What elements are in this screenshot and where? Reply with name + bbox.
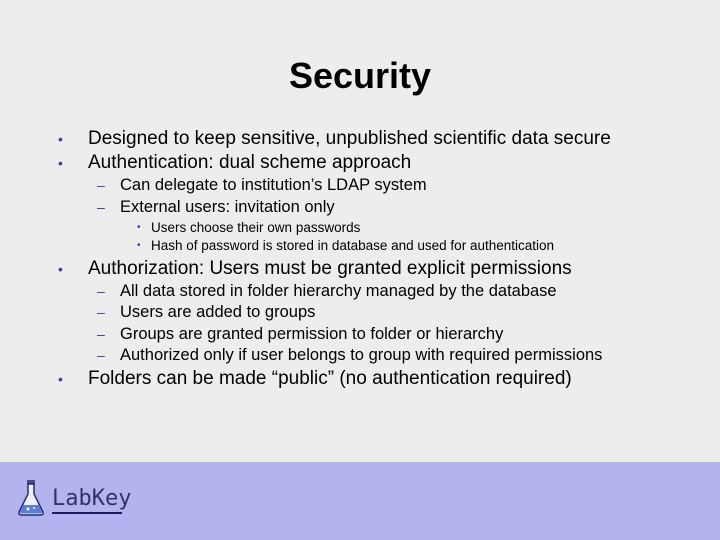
dash-marker: – [97,199,105,215]
sub-bullet-text: Authorized only if user belongs to group with required permissions [120,346,603,364]
bullet-text: Authorization: Users must be granted explicit permissions [88,258,572,279]
dash-marker: – [97,347,105,363]
sub-bullet-text: All data stored in folder hierarchy managed by the database [120,282,557,300]
bullet-marker: • [58,371,63,387]
bullet-marker: • [58,155,63,171]
bullet-marker: • [58,131,63,147]
bullet-marker: • [58,261,63,277]
bullet-text: Authentication: dual scheme approach [88,152,412,173]
labkey-logo [16,478,146,518]
bullet-text: Designed to keep sensitive, unpublished scientific data secure [88,128,611,149]
sub-sub-bullet-text: Users choose their own passwords [151,220,361,235]
bullet-marker: • [137,240,141,251]
sub-bullet-text: Users are added to groups [120,303,316,321]
logo-underline [52,512,122,514]
flask-icon [16,478,46,518]
sub-bullet-text: Can delegate to institution’s LDAP system [120,176,427,194]
dash-marker: – [97,304,105,320]
bullet-text: Folders can be made “public” (no authentication required) [88,368,572,389]
sub-bullet-text: Groups are granted permission to folder or hierarchy [120,325,504,343]
dash-marker: – [97,283,105,299]
sub-sub-bullet-text: Hash of password is stored in database and used for authentication [151,238,555,253]
logo-wordmark: LabKey [52,486,132,511]
sub-bullet-text: External users: invitation only [120,198,335,216]
dash-marker: – [97,326,105,342]
dash-marker: – [97,177,105,193]
slide-title: Security [288,55,432,96]
bullet-marker: • [137,222,141,233]
